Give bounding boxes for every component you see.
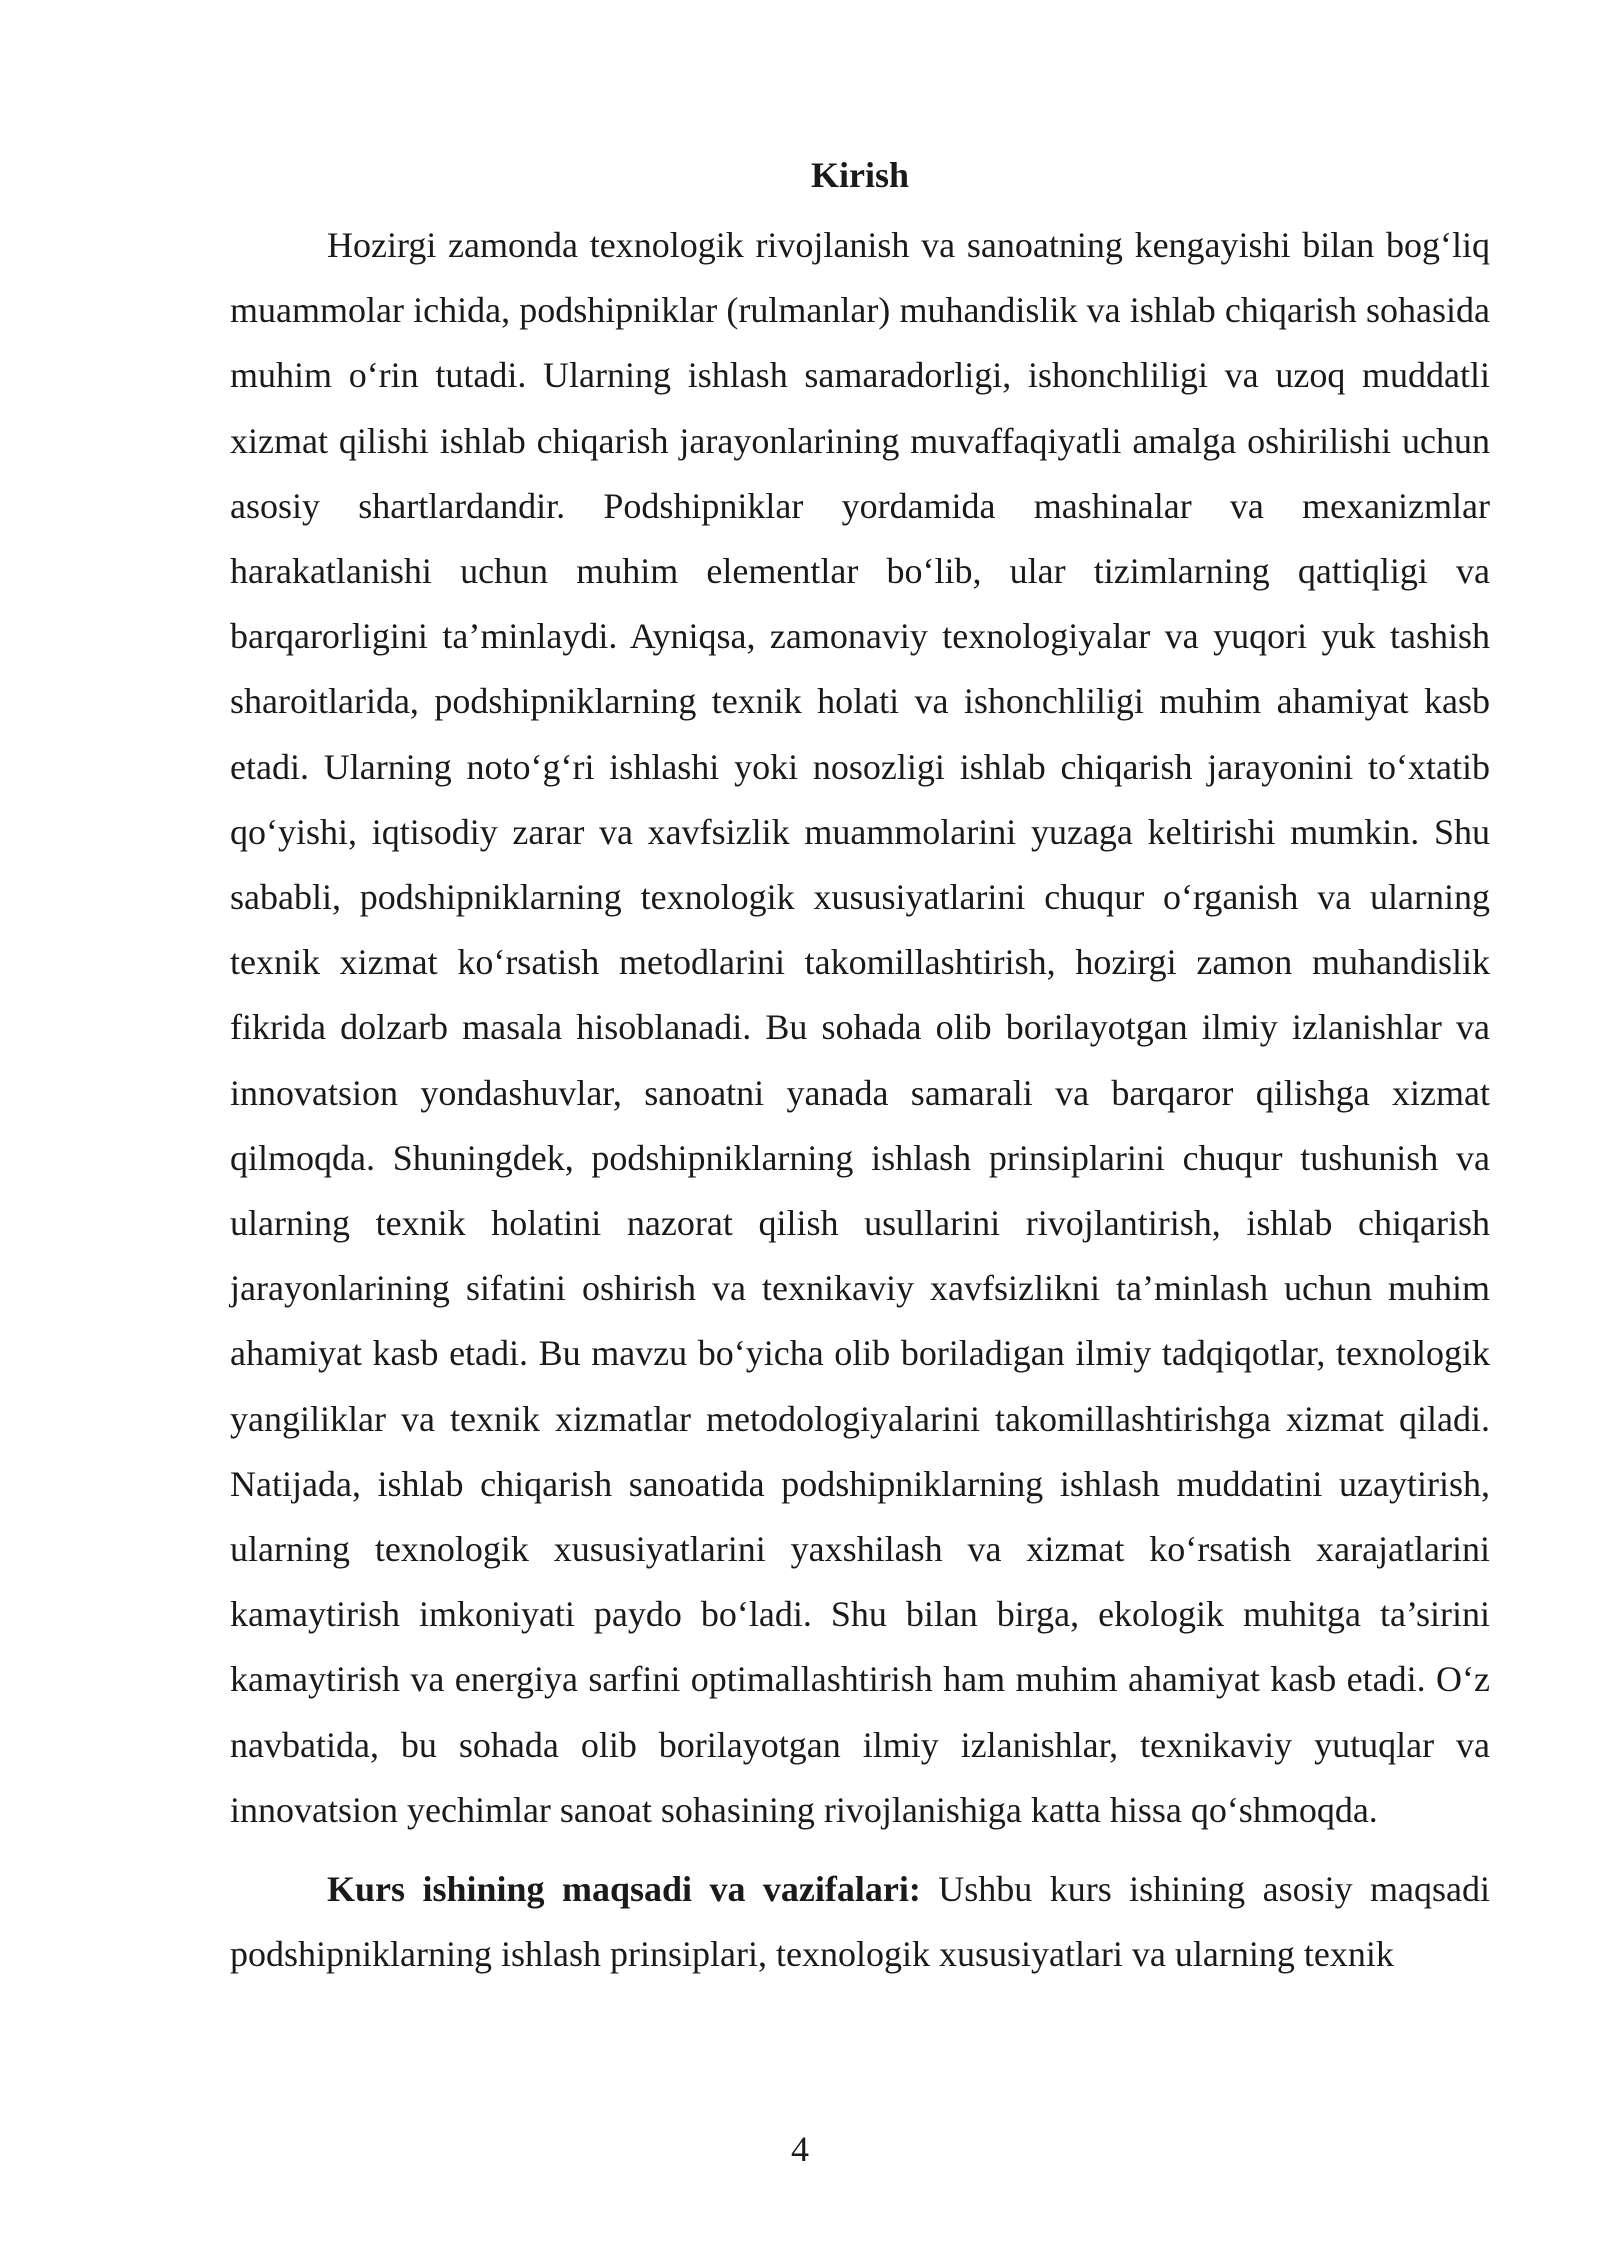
page-number: 4 (791, 2129, 809, 2169)
goals-text: Ushbu kurs ishining asosiy maqsadi podshipniklarning ishlash prinsiplari, texnologik xususiyatlari va ularning texnik (230, 1869, 1490, 1975)
section-heading: Kirish (810, 155, 909, 195)
goals-paragraph (230, 1857, 1490, 1987)
page-content (230, 148, 1490, 1987)
intro-paragraph: Hozirgi zamonda texnologik rivojlanish va sanoatning kengayishi bilan bog‘liq muammolar ichida, podshipniklar (rulmanlar) muhandislik va ishlab chiqarish sohasida muhim o‘rin tutadi. Ularning ishlash samaradorligi, ishonchliligi va uzoq muddatli xizmat qilishi ishlab chiqarish jarayonlarining muvaffaqiyatli amalga oshirilishi uchun asosiy shartlardandir. Podshipniklar yordamida mashinalar va mexanizmlar harakatlanishi uchun muhim elementlar bo‘lib, ular tizimlarning qattiqligi va barqarorligini ta’minlaydi. Ayniqsa, zamonaviy texnologiyalar va yuqori yuk tashish sharoitlarida, podshipniklarning texnik holati va ishonchliligi muhim ahamiyat kasb etadi. Ularning noto‘g‘ri ishlashi yoki nosozligi ishlab chiqarish jarayonini to‘xtatib qo‘yishi, iqtisodiy zarar va xavfsizlik muammolarini yuzaga keltirishi mumkin. Shu sababli, podshipniklarning texnologik xususiyatlarini chuqur o‘rganish va ularning texnik xizmat ko‘rsatish metodlarini takomillashtirish, hozirgi zamon muhandislik fikrida dolzarb masala hisoblanadi. Bu sohada olib borilayotgan ilmiy izlanishlar va innovatsion yondashuvlar, sanoatni yanada samarali va barqaror qilishga xizmat qilmoqda. Shuningdek, podshipniklarning ishlash prinsiplarini chuqur tushunish va ularning texnik holatini nazorat qilish usullarini rivojlantirish, ishlab chiqarish jarayonlarining sifatini oshirish va texnikaviy xavfsizlikni ta’minlash uchun muhim ahamiyat kasb etadi. Bu mavzu bo‘yicha olib boriladigan ilmiy tadqiqotlar, texnologik yangiliklar va texnik xizmatlar metodologiyalarini takomillashtirishga xizmat qiladi. Natijada, ishlab chiqarish sanoatida podshipniklarning ishlash muddatini uzaytirish, ularning texnologik xususiyatlarini yaxshilash va xizmat ko‘rsatish xarajatlarini kamaytirish imkoniyati paydo bo‘ladi. Shu bilan birga, ekologik muhitga ta’sirini kamaytirish va energiya sarfini optimallashtirish ham muhim ahamiyat kasb etadi. O‘z navbatida, bu sohada olib borilayotgan ilmiy izlanishlar, texnikaviy yutuqlar va innovatsion yechimlar sanoat sohasining rivojlanishiga katta hissa qo‘shmoqda. (230, 225, 1490, 1830)
goals-label: Kurs ishining maqsadi va vazifalari: (327, 1869, 921, 1910)
